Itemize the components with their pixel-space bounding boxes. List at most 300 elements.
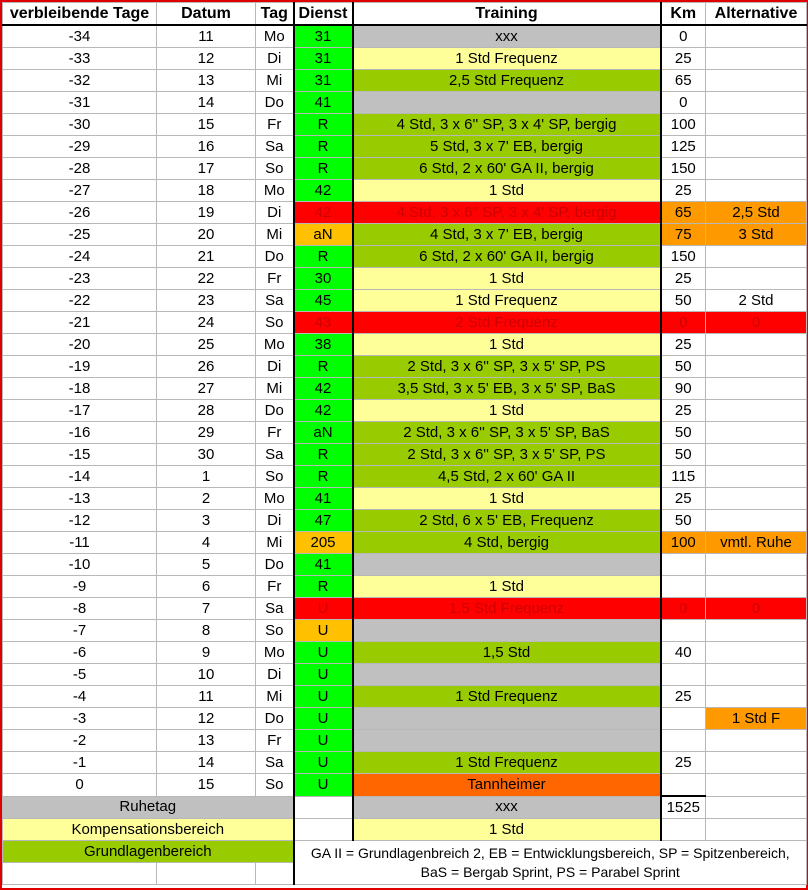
cell-datum[interactable]: 16 [157,136,256,158]
cell-training[interactable] [353,664,661,686]
cell-datum[interactable]: 22 [157,268,256,290]
cell-alternative[interactable] [706,48,807,70]
cell-training[interactable] [353,730,661,752]
cell-alternative[interactable] [706,510,807,532]
cell-km[interactable]: 150 [661,158,706,180]
cell-verbleibende-tage[interactable]: -13 [3,488,157,510]
cell-training[interactable]: 4 Std, 3 x 6'' SP, 3 x 4' SP, bergig [353,114,661,136]
table-row [3,598,807,620]
cell-dienst[interactable]: 42 [294,202,353,224]
header-datum[interactable]: Datum [157,3,256,26]
cell-datum[interactable]: 13 [157,730,256,752]
cell-training[interactable]: 1,5 Std Frequenz [353,598,661,620]
header-tag[interactable]: Tag [256,3,294,26]
cell-training[interactable]: 2 Std, 6 x 5' EB, Frequenz [353,510,661,532]
cell-training[interactable]: 1 Std [353,334,661,356]
cell-training[interactable]: 2 Std, 3 x 6'' SP, 3 x 5' SP, PS [353,356,661,378]
cell-alternative[interactable] [706,268,807,290]
cell-verbleibende-tage[interactable]: -24 [3,246,157,268]
cell-verbleibende-tage[interactable]: -34 [3,25,157,48]
cell-training[interactable]: 2 Std, 3 x 6'' SP, 3 x 5' SP, BaS [353,422,661,444]
cell-tag[interactable]: Do [256,246,294,268]
cell-tag[interactable]: Mi [256,532,294,554]
legend-empty-cell[interactable] [706,796,807,819]
cell-training[interactable]: 6 Std, 2 x 60' GA II, bergig [353,246,661,268]
cell-verbleibende-tage[interactable]: -11 [3,532,157,554]
legend-grundlagenbereich[interactable]: Grundlagenbereich [3,841,294,863]
cell-km[interactable]: 50 [661,444,706,466]
cell-km[interactable]: 75 [661,224,706,246]
cell-tag[interactable]: Fr [256,114,294,136]
cell-training[interactable]: Tannheimer [353,774,661,797]
cell-km[interactable] [661,554,706,576]
legend-row-grundlagen [3,841,807,863]
cell-alternative[interactable] [706,114,807,136]
cell-datum[interactable]: 18 [157,180,256,202]
cell-km[interactable]: 25 [661,334,706,356]
cell-alternative[interactable]: 2,5 Std [706,202,807,224]
cell-alternative[interactable] [706,136,807,158]
cell-tag[interactable]: So [256,466,294,488]
cell-km[interactable]: 50 [661,510,706,532]
cell-alternative[interactable] [706,422,807,444]
cell-alternative[interactable] [706,752,807,774]
cell-datum[interactable]: 27 [157,378,256,400]
cell-km[interactable]: 0 [661,312,706,334]
cell-training[interactable] [353,92,661,114]
cell-verbleibende-tage[interactable]: -9 [3,576,157,598]
cell-datum[interactable]: 7 [157,598,256,620]
cell-dienst[interactable]: U [294,686,353,708]
cell-verbleibende-tage[interactable]: -25 [3,224,157,246]
cell-tag[interactable]: Mi [256,224,294,246]
cell-tag[interactable]: Sa [256,444,294,466]
legend-empty-cell[interactable] [661,819,706,841]
cell-dienst[interactable]: 42 [294,180,353,202]
cell-alternative[interactable]: 3 Std [706,224,807,246]
cell-tag[interactable]: Mo [256,642,294,664]
legend-empty-cell[interactable] [706,819,807,841]
cell-tag[interactable]: Di [256,48,294,70]
cell-dienst[interactable]: 43 [294,312,353,334]
cell-datum[interactable]: 23 [157,290,256,312]
cell-alternative[interactable]: 1 Std F [706,708,807,730]
cell-datum[interactable]: 24 [157,312,256,334]
cell-dienst[interactable]: R [294,576,353,598]
cell-training[interactable]: 4 Std, 3 x 7' EB, bergig [353,224,661,246]
cell-datum[interactable]: 11 [157,686,256,708]
cell-datum[interactable]: 19 [157,202,256,224]
cell-verbleibende-tage[interactable]: -4 [3,686,157,708]
cell-verbleibende-tage[interactable]: -17 [3,400,157,422]
legend-row-kompensation [3,819,807,841]
cell-dienst[interactable]: 31 [294,25,353,48]
cell-datum[interactable]: 14 [157,92,256,114]
header-km[interactable]: Km [661,3,706,26]
cell-alternative[interactable] [706,488,807,510]
cell-km[interactable]: 150 [661,246,706,268]
cell-tag[interactable]: Mo [256,180,294,202]
cell-training[interactable]: 3,5 Std, 3 x 5' EB, 3 x 5' SP, BaS [353,378,661,400]
cell-km[interactable] [661,708,706,730]
header-training[interactable]: Training [353,3,661,26]
cell-km[interactable]: 50 [661,356,706,378]
cell-dienst[interactable]: 42 [294,400,353,422]
table-row [3,334,807,356]
cell-tag[interactable]: So [256,620,294,642]
cell-datum[interactable]: 4 [157,532,256,554]
cell-datum[interactable]: 2 [157,488,256,510]
header-verbleibende-tage[interactable]: verbleibende Tage [3,3,157,26]
cell-dienst[interactable]: R [294,246,353,268]
cell-datum[interactable]: 3 [157,510,256,532]
cell-dienst[interactable]: 47 [294,510,353,532]
cell-verbleibende-tage[interactable]: -8 [3,598,157,620]
cell-km[interactable]: 50 [661,290,706,312]
cell-verbleibende-tage[interactable]: -21 [3,312,157,334]
cell-training[interactable]: 1 Std [353,268,661,290]
cell-alternative[interactable] [706,378,807,400]
cell-dienst[interactable]: 30 [294,268,353,290]
table-row [3,224,807,246]
cell-alternative[interactable] [706,664,807,686]
cell-datum[interactable]: 29 [157,422,256,444]
cell-datum[interactable]: 30 [157,444,256,466]
cell-datum[interactable]: 12 [157,48,256,70]
cell-dienst[interactable]: R [294,158,353,180]
cell-tag[interactable]: Do [256,92,294,114]
cell-training[interactable]: 1 Std [353,488,661,510]
table-row [3,532,807,554]
table-row [3,510,807,532]
cell-tag[interactable]: Do [256,400,294,422]
cell-alternative[interactable] [706,554,807,576]
cell-training[interactable]: 1,5 Std [353,642,661,664]
cell-tag[interactable]: Mo [256,488,294,510]
empty-cell[interactable] [3,863,157,885]
cell-training[interactable]: 1 Std Frequenz [353,686,661,708]
cell-verbleibende-tage[interactable]: -1 [3,752,157,774]
cell-datum[interactable]: 28 [157,400,256,422]
cell-datum[interactable]: 26 [157,356,256,378]
cell-km[interactable]: 0 [661,598,706,620]
cell-tag[interactable]: Do [256,708,294,730]
footnote-cell[interactable] [294,841,807,885]
table-row [3,708,807,730]
cell-dienst[interactable]: 41 [294,92,353,114]
cell-tag[interactable]: Fr [256,422,294,444]
cell-training[interactable]: 5 Std, 3 x 7' EB, bergig [353,136,661,158]
cell-verbleibende-tage[interactable]: 0 [3,774,157,797]
cell-alternative[interactable] [706,180,807,202]
cell-tag[interactable]: Mi [256,378,294,400]
cell-tag[interactable]: Sa [256,136,294,158]
cell-datum[interactable]: 13 [157,70,256,92]
total-km[interactable]: 1525 [661,796,706,819]
cell-datum[interactable]: 5 [157,554,256,576]
legend-empty-cell[interactable] [294,796,353,819]
table-row [3,378,807,400]
cell-dienst[interactable]: aN [294,422,353,444]
cell-dienst[interactable]: 31 [294,70,353,92]
table-row [3,312,807,334]
cell-training[interactable]: 1 Std Frequenz [353,752,661,774]
cell-datum[interactable]: 12 [157,708,256,730]
cell-training[interactable]: 1 Std [353,400,661,422]
cell-datum[interactable]: 10 [157,664,256,686]
cell-training[interactable]: 4 Std, bergig [353,532,661,554]
legend-ruhetag-example[interactable]: xxx [353,796,661,819]
cell-tag[interactable]: Do [256,554,294,576]
cell-training[interactable]: 1 Std [353,180,661,202]
cell-datum[interactable]: 6 [157,576,256,598]
empty-cell[interactable] [157,863,256,885]
cell-verbleibende-tage[interactable]: -14 [3,466,157,488]
cell-dienst[interactable]: U [294,664,353,686]
cell-training[interactable]: 1 Std [353,576,661,598]
table-row [3,686,807,708]
table-row [3,642,807,664]
table-row [3,92,807,114]
table-row [3,268,807,290]
abbreviation-footnote: GA II = Grundlagenbreich 2, EB = Entwicklungsbereich, SP = Spitzenbereich, BaS = Bergab Sprint, PS = Parabel Sprint [310,844,790,880]
cell-km[interactable]: 65 [661,70,706,92]
table-row [3,774,807,797]
cell-km[interactable]: 25 [661,686,706,708]
cell-verbleibende-tage[interactable]: -32 [3,70,157,92]
cell-km[interactable] [661,774,706,797]
cell-datum[interactable]: 8 [157,620,256,642]
cell-training[interactable] [353,554,661,576]
cell-dienst[interactable]: U [294,620,353,642]
cell-alternative[interactable] [706,25,807,48]
cell-verbleibende-tage[interactable]: -10 [3,554,157,576]
cell-alternative[interactable] [706,158,807,180]
table-row [3,730,807,752]
cell-tag[interactable]: So [256,158,294,180]
table-row [3,158,807,180]
cell-verbleibende-tage[interactable]: -12 [3,510,157,532]
cell-km[interactable] [661,730,706,752]
cell-dienst[interactable]: 45 [294,290,353,312]
cell-datum[interactable]: 25 [157,334,256,356]
cell-datum[interactable]: 11 [157,25,256,48]
cell-verbleibende-tage[interactable]: -33 [3,48,157,70]
cell-alternative[interactable] [706,444,807,466]
cell-verbleibende-tage[interactable]: -3 [3,708,157,730]
cell-tag[interactable]: Mi [256,70,294,92]
training-plan-table [2,2,807,885]
cell-tag[interactable]: Sa [256,598,294,620]
cell-tag[interactable]: Di [256,356,294,378]
cell-training[interactable]: 4 Std, 3 x 6'' SP, 3 x 4' SP, bergig [353,202,661,224]
cell-km[interactable]: 115 [661,466,706,488]
cell-verbleibende-tage[interactable]: -30 [3,114,157,136]
cell-km[interactable]: 25 [661,268,706,290]
header-alternative[interactable]: Alternative [706,3,807,26]
cell-training[interactable]: 6 Std, 2 x 60' GA II, bergig [353,158,661,180]
cell-training[interactable]: 2,5 Std Frequenz [353,70,661,92]
cell-km[interactable]: 100 [661,114,706,136]
cell-verbleibende-tage[interactable]: -26 [3,202,157,224]
cell-alternative[interactable] [706,642,807,664]
cell-km[interactable]: 40 [661,642,706,664]
cell-verbleibende-tage[interactable]: -28 [3,158,157,180]
cell-dienst[interactable]: U [294,774,353,797]
cell-alternative[interactable]: 2 Std [706,290,807,312]
cell-km[interactable] [661,620,706,642]
cell-training[interactable]: 2 Std, 3 x 6'' SP, 3 x 5' SP, PS [353,444,661,466]
empty-cell[interactable] [256,863,294,885]
table-row [3,136,807,158]
cell-verbleibende-tage[interactable]: -19 [3,356,157,378]
cell-km[interactable]: 0 [661,92,706,114]
cell-alternative[interactable] [706,400,807,422]
cell-datum[interactable]: 1 [157,466,256,488]
cell-training[interactable]: xxx [353,25,661,48]
legend-kompensationsbereich[interactable]: Kompensationsbereich [3,819,294,841]
header-dienst[interactable]: Dienst [294,3,353,26]
cell-dienst[interactable]: R [294,136,353,158]
table-row [3,400,807,422]
cell-datum[interactable]: 20 [157,224,256,246]
cell-dienst[interactable]: U [294,752,353,774]
cell-tag[interactable]: Di [256,664,294,686]
cell-km[interactable] [661,664,706,686]
cell-alternative[interactable] [706,730,807,752]
table-row [3,664,807,686]
cell-km[interactable]: 25 [661,752,706,774]
cell-dienst[interactable]: 38 [294,334,353,356]
cell-alternative[interactable] [706,334,807,356]
cell-dienst[interactable]: 42 [294,378,353,400]
cell-km[interactable]: 90 [661,378,706,400]
cell-verbleibende-tage[interactable]: -16 [3,422,157,444]
cell-dienst[interactable]: R [294,466,353,488]
cell-verbleibende-tage[interactable]: -2 [3,730,157,752]
table-row [3,752,807,774]
cell-verbleibende-tage[interactable]: -18 [3,378,157,400]
cell-km[interactable]: 25 [661,48,706,70]
cell-tag[interactable]: Fr [256,576,294,598]
cell-dienst[interactable]: U [294,642,353,664]
cell-alternative[interactable] [706,686,807,708]
cell-dienst[interactable]: aN [294,224,353,246]
legend-kompensation-example[interactable]: 1 Std [353,819,661,841]
cell-training[interactable]: 1 Std Frequenz [353,290,661,312]
cell-dienst[interactable]: U [294,598,353,620]
cell-datum[interactable]: 14 [157,752,256,774]
cell-training[interactable]: 2 Std Frequenz [353,312,661,334]
cell-tag[interactable]: Fr [256,268,294,290]
cell-alternative[interactable] [706,92,807,114]
cell-km[interactable]: 0 [661,25,706,48]
cell-dienst[interactable]: U [294,708,353,730]
cell-km[interactable]: 100 [661,532,706,554]
cell-dienst[interactable]: 205 [294,532,353,554]
cell-verbleibende-tage[interactable]: -7 [3,620,157,642]
cell-km[interactable]: 25 [661,488,706,510]
cell-training[interactable]: 1 Std Frequenz [353,48,661,70]
cell-dienst[interactable]: 31 [294,48,353,70]
cell-alternative[interactable] [706,466,807,488]
cell-alternative[interactable] [706,246,807,268]
legend-empty-cell[interactable] [294,819,353,841]
cell-tag[interactable]: Sa [256,752,294,774]
cell-alternative[interactable] [706,620,807,642]
cell-tag[interactable]: So [256,312,294,334]
cell-dienst[interactable]: R [294,444,353,466]
cell-alternative[interactable] [706,774,807,797]
cell-alternative[interactable]: 0 [706,598,807,620]
cell-datum[interactable]: 21 [157,246,256,268]
cell-tag[interactable]: Sa [256,290,294,312]
table-row [3,202,807,224]
cell-datum[interactable]: 9 [157,642,256,664]
cell-dienst[interactable]: R [294,356,353,378]
legend-ruhetag[interactable]: Ruhetag [3,796,294,819]
cell-km[interactable]: 125 [661,136,706,158]
cell-datum[interactable]: 15 [157,774,256,797]
cell-verbleibende-tage[interactable]: -15 [3,444,157,466]
table-row [3,180,807,202]
cell-alternative[interactable] [706,356,807,378]
header-row [3,3,807,26]
cell-verbleibende-tage[interactable]: -31 [3,92,157,114]
cell-verbleibende-tage[interactable]: -20 [3,334,157,356]
cell-verbleibende-tage[interactable]: -27 [3,180,157,202]
table-row [3,114,807,136]
cell-tag[interactable]: So [256,774,294,797]
cell-dienst[interactable]: 41 [294,554,353,576]
cell-alternative[interactable] [706,70,807,92]
table-row [3,444,807,466]
cell-alternative[interactable] [706,576,807,598]
cell-tag[interactable]: Mi [256,686,294,708]
cell-verbleibende-tage[interactable]: -6 [3,642,157,664]
cell-verbleibende-tage[interactable]: -5 [3,664,157,686]
table-row [3,422,807,444]
cell-km[interactable]: 25 [661,180,706,202]
cell-verbleibende-tage[interactable]: -29 [3,136,157,158]
cell-verbleibende-tage[interactable]: -23 [3,268,157,290]
cell-datum[interactable]: 15 [157,114,256,136]
cell-training[interactable]: 4,5 Std, 2 x 60' GA II [353,466,661,488]
table-row [3,70,807,92]
cell-dienst[interactable]: 41 [294,488,353,510]
cell-km[interactable]: 25 [661,400,706,422]
cell-tag[interactable]: Di [256,202,294,224]
cell-km[interactable] [661,576,706,598]
table-row [3,466,807,488]
cell-alternative[interactable]: vmtl. Ruhe [706,532,807,554]
cell-dienst[interactable]: U [294,730,353,752]
cell-tag[interactable]: Di [256,510,294,532]
cell-tag[interactable]: Fr [256,730,294,752]
cell-training[interactable] [353,620,661,642]
cell-dienst[interactable]: R [294,114,353,136]
cell-tag[interactable]: Mo [256,25,294,48]
table-row [3,290,807,312]
table-body [3,25,807,796]
cell-verbleibende-tage[interactable]: -22 [3,290,157,312]
cell-training[interactable] [353,708,661,730]
cell-km[interactable]: 65 [661,202,706,224]
cell-datum[interactable]: 17 [157,158,256,180]
cell-alternative[interactable]: 0 [706,312,807,334]
cell-km[interactable]: 50 [661,422,706,444]
cell-tag[interactable]: Mo [256,334,294,356]
